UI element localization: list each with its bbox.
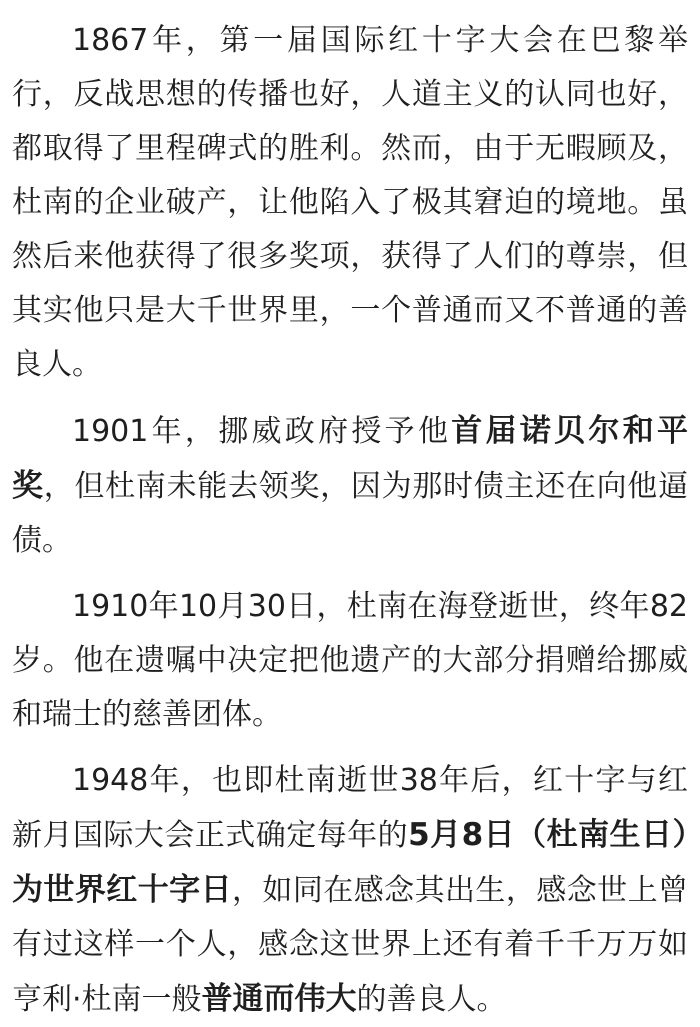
paragraph-1910 (12, 580, 688, 742)
paragraph-1867-text: 1867年，第一届国际红十字大会在巴黎举行，反战思想的传播也好，人道主义的认同也好，都取得了里程碑式的胜利。然而，由于无暇顾及，杜南的企业破产，让他陷入了极其窘迫的境地。虽然后来他获得了很多奖项，获得了人们的尊崇，但其实他只是大千世界里，一个普通而又不普通的善良人。 (12, 23, 688, 382)
paragraph-1910-text: 1910年10月30日，杜南在海登逝世，终年82岁。他在遗嘱中决定把他遗产的大部分捐赠给挪威和瑞士的慈善团体。 (12, 589, 688, 732)
paragraph-1901-text-before: 1901年，挪威政府授予他 (72, 414, 452, 449)
nobel-prize-highlight: 首届诺贝尔和平奖 (12, 413, 688, 504)
paragraph-1901 (12, 404, 688, 568)
paragraph-1867 (12, 14, 688, 392)
red-cross-day-highlight: 5月8日（杜南生日）为世界红十字日 (12, 817, 689, 908)
paragraph-1901-text-after: ，但杜南未能去领奖，因为那时债主还在向他逼债。 (12, 469, 689, 558)
paragraph-1948-text-after: 的善良人。 (356, 982, 507, 1017)
paragraph-1948-text-before: 1948年，也即杜南逝世38年后，红十字与红新月国际大会正式确定每年的 (12, 763, 688, 853)
paragraph-1948-text-middle: ，如同在感念其出生，感念世上曾有过这样一个人，感念这世界上还有着千千万万如亨利·杜南一般 (12, 873, 688, 1017)
ordinary-great-highlight: 普通而伟大 (201, 981, 357, 1017)
paragraph-1948 (12, 754, 688, 1027)
